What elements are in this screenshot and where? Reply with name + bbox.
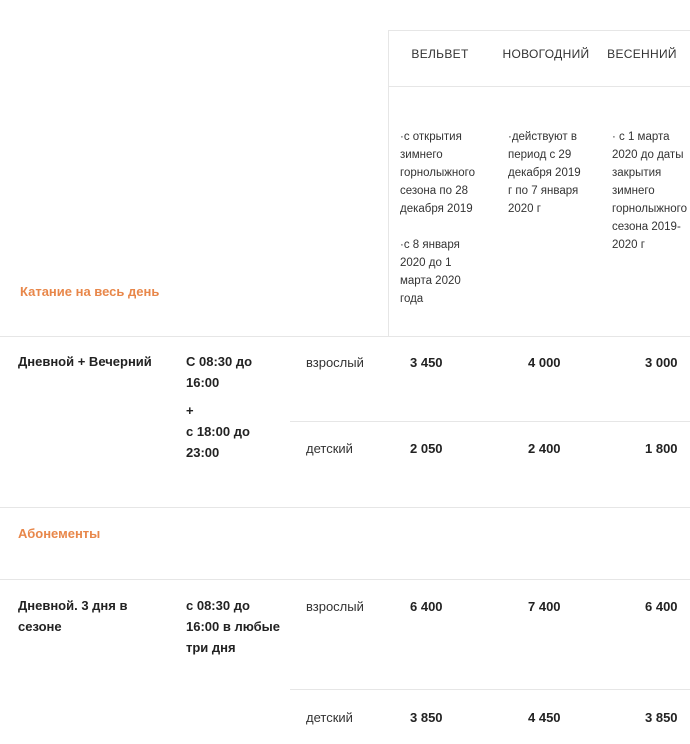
row1-time bbox=[186, 351, 252, 463]
column-header-spring: ВЕСЕННИЙ bbox=[607, 47, 677, 61]
row2-child-price-velvet: 3 850 bbox=[410, 710, 443, 725]
row2-time-line3: три дня bbox=[186, 640, 236, 655]
column-header-velvet: ВЕЛЬВЕТ bbox=[411, 47, 469, 61]
row2-time bbox=[186, 595, 280, 658]
row1-inner-divider bbox=[290, 421, 690, 422]
section-divider-3 bbox=[0, 579, 690, 580]
row2-time-line1: с 08:30 до bbox=[186, 598, 250, 613]
row2-adult-label: взрослый bbox=[306, 599, 364, 614]
row2-inner-divider bbox=[290, 689, 690, 690]
row2-child-price-newyear: 4 450 bbox=[528, 710, 561, 725]
row1-time-line4: с 18:00 до bbox=[186, 424, 250, 439]
row2-name bbox=[18, 595, 127, 637]
row2-adult-price-spring: 6 400 bbox=[645, 599, 678, 614]
row2-child-label: детский bbox=[306, 710, 353, 725]
note-newyear: ·действуют в период с 29 декабря 2019 г по 7 января 2020 г bbox=[508, 131, 581, 215]
row1-time-line5: 23:00 bbox=[186, 445, 220, 460]
section-divider-2 bbox=[0, 507, 690, 508]
section-divider-1 bbox=[0, 336, 690, 337]
row2-name-line1: Дневной. 3 дня в bbox=[18, 598, 128, 613]
row2-adult-price-newyear: 7 400 bbox=[528, 599, 561, 614]
row1-adult-label: взрослый bbox=[306, 355, 364, 370]
row2-name-line2: сезоне bbox=[18, 619, 62, 634]
row1-child-price-newyear: 2 400 bbox=[528, 441, 561, 456]
row1-child-label: детский bbox=[306, 441, 353, 456]
header-top-line bbox=[388, 30, 690, 31]
section-title-day: Катание на весь день bbox=[20, 284, 160, 299]
column-header-newyear: НОВОГОДНИЙ bbox=[502, 47, 590, 61]
row1-name: Дневной + Вечерний bbox=[18, 354, 152, 369]
section-title-passes: Абонементы bbox=[18, 526, 101, 541]
row1-time-line2: 16:00 bbox=[186, 375, 220, 390]
header-divider bbox=[388, 86, 690, 87]
column-divider-1 bbox=[388, 30, 389, 336]
row1-adult-price-spring: 3 000 bbox=[645, 355, 678, 370]
row1-child-price-velvet: 2 050 bbox=[410, 441, 443, 456]
note-velvet-2: ·с 8 января 2020 до 1 марта 2020 года bbox=[400, 239, 461, 305]
row1-child-price-spring: 1 800 bbox=[645, 441, 678, 456]
row1-adult-price-velvet: 3 450 bbox=[410, 355, 443, 370]
row2-child-price-spring: 3 850 bbox=[645, 710, 678, 725]
row1-adult-price-newyear: 4 000 bbox=[528, 355, 561, 370]
row1-time-line1: С 08:30 до bbox=[186, 354, 253, 369]
note-spring: · с 1 марта 2020 до даты закрытия зимнего горнолыжного сезона 2019-2020 г bbox=[612, 131, 687, 251]
row1-time-line3: + bbox=[186, 403, 194, 418]
row2-adult-price-velvet: 6 400 bbox=[410, 599, 443, 614]
note-velvet-1: ·с открытия зимнего горнолыжного сезона по 28 декабря 2019 bbox=[400, 131, 475, 215]
row2-time-line2: 16:00 в любые bbox=[186, 619, 281, 634]
